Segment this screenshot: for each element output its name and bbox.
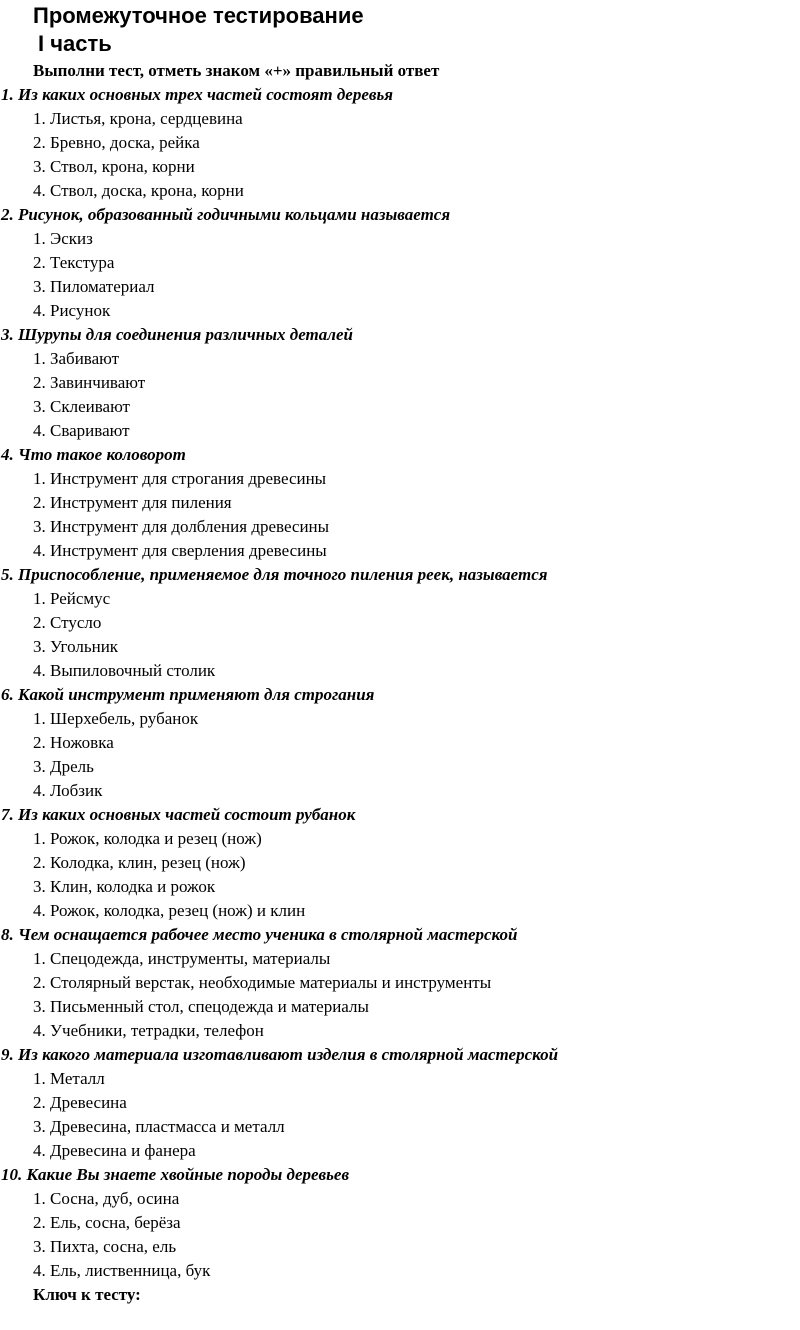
option-6-2: 2. Ножовка [33,733,114,752]
option-7-2: 2. Колодка, клин, резец (нож) [33,853,246,872]
option-6-1: 1. Шерхебель, рубанок [33,709,199,728]
question-3: 3. Шурупы для соединения различных деталей [1,325,353,344]
option-8-1: 1. Спецодежда, инструменты, материалы [33,949,331,968]
instruction-text: Выполни тест, отметь знаком «+» правильный ответ [33,61,440,80]
option-1-2: 2. Бревно, доска, рейка [33,133,200,152]
option-5-2: 2. Стусло [33,613,102,632]
question-6: 6. Какой инструмент применяют для строгания [1,685,375,704]
question-5: 5. Приспособление, применяемое для точного пиления реек, называется [1,565,548,584]
option-3-4: 4. Сваривают [33,421,130,440]
option-2-3: 3. Пиломатериал [33,277,155,296]
document-title: Промежуточное тестирование [33,3,364,28]
option-8-4: 4. Учебники, тетрадки, телефон [33,1021,264,1040]
question-2: 2. Рисунок, образованный годичными кольцами называется [1,205,451,224]
question-4: 4. Что такое коловорот [1,445,186,464]
option-4-4: 4. Инструмент для сверления древесины [33,541,327,560]
option-2-4: 4. Рисунок [33,301,111,320]
option-4-1: 1. Инструмент для строгания древесины [33,469,327,488]
option-10-3: 3. Пихта, сосна, ель [33,1237,177,1256]
option-7-3: 3. Клин, колодка и рожок [33,877,216,896]
option-9-3: 3. Древесина, пластмасса и металл [33,1117,285,1136]
option-1-1: 1. Листья, крона, сердцевина [33,109,243,128]
option-2-1: 1. Эскиз [33,229,93,248]
option-5-4: 4. Выпиловочный столик [33,661,216,680]
option-7-4: 4. Рожок, колодка, резец (нож) и клин [33,901,306,920]
option-5-1: 1. Рейсмус [33,589,111,608]
question-1: 1. Из каких основных трех частей состоят деревья [1,85,394,104]
question-7: 7. Из каких основных частей состоит рубанок [1,805,356,824]
option-3-3: 3. Склеивают [33,397,130,416]
answer-key-label: Ключ к тесту: [33,1285,141,1304]
option-10-1: 1. Сосна, дуб, осина [33,1189,180,1208]
option-4-2: 2. Инструмент для пиления [33,493,232,512]
option-8-3: 3. Письменный стол, спецодежда и материалы [33,997,369,1016]
option-1-3: 3. Ствол, крона, корни [33,157,195,176]
option-6-3: 3. Дрель [33,757,94,776]
option-3-2: 2. Завинчивают [33,373,146,392]
option-8-2: 2. Столярный верстак, необходимые материалы и инструменты [33,973,492,992]
option-9-4: 4. Древесина и фанера [33,1141,196,1160]
document-subtitle: I часть [38,31,112,56]
option-3-1: 1. Забивают [33,349,120,368]
question-10: 10. Какие Вы знаете хвойные породы деревьев [1,1165,350,1184]
option-5-3: 3. Угольник [33,637,119,656]
option-7-1: 1. Рожок, колодка и резец (нож) [33,829,262,848]
option-10-2: 2. Ель, сосна, берёза [33,1213,181,1232]
option-1-4: 4. Ствол, доска, крона, корни [33,181,244,200]
option-9-1: 1. Металл [33,1069,105,1088]
option-10-4: 4. Ель, лиственница, бук [33,1261,211,1280]
option-9-2: 2. Древесина [33,1093,127,1112]
question-9: 9. Из какого материала изготавливают изделия в столярной мастерской [1,1045,559,1064]
question-8: 8. Чем оснащается рабочее место ученика в столярной мастерской [1,925,518,944]
option-4-3: 3. Инструмент для долбления древесины [33,517,330,536]
option-6-4: 4. Лобзик [33,781,103,800]
option-2-2: 2. Текстура [33,253,115,272]
